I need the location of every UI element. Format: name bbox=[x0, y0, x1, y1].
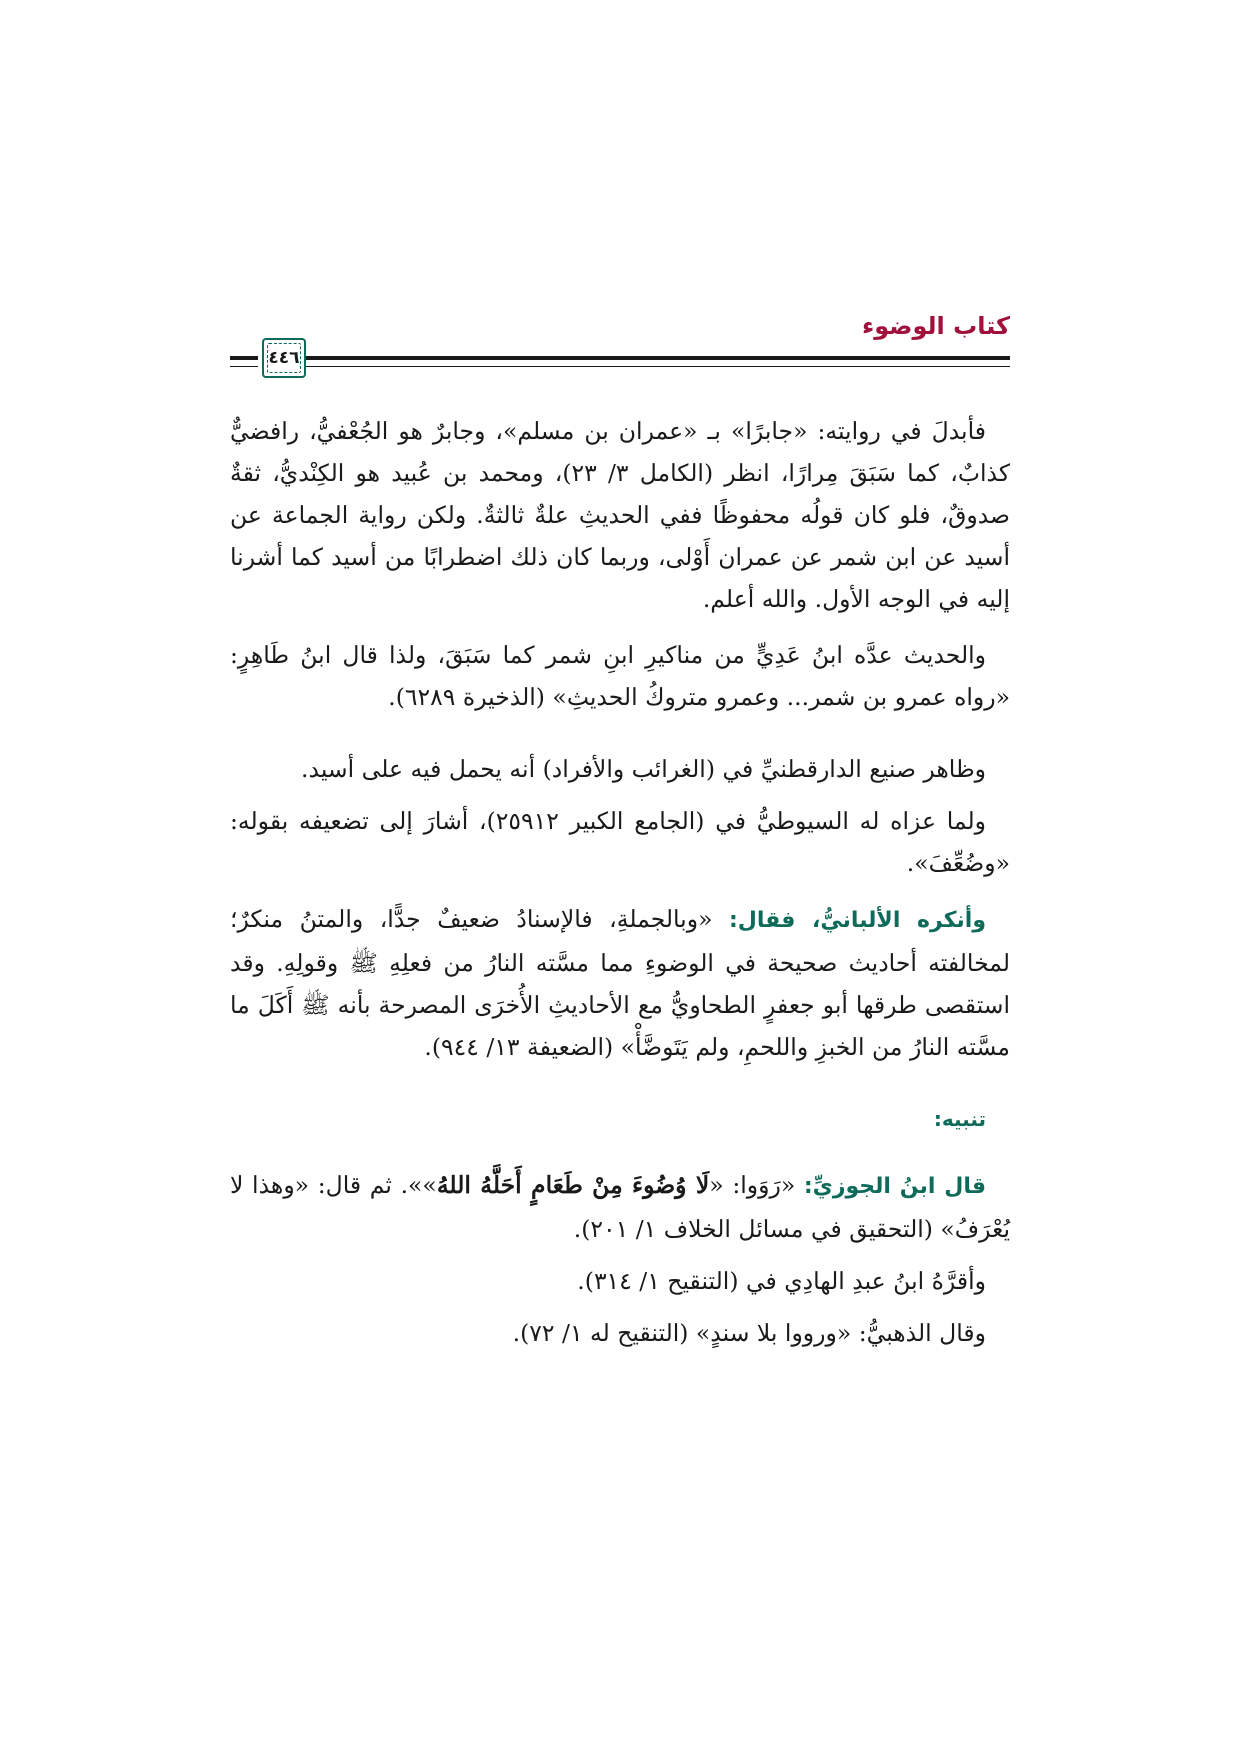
ibn-jawzi-quote-close: »». ثم قال: «وهذا لا يُعْرَفُ» (التحقيق في مسائل الخلاف ١/ ٢٠١). bbox=[230, 1171, 1010, 1243]
header-rule-left-thin bbox=[230, 366, 258, 367]
paragraph-2: والحديث عدَّه ابنُ عَدِيٍّ من مناكيرِ ابنِ شمر كما سَبَقَ، ولذا قال ابنُ طَاهِرٍ: «رواه عمرو بن شمر... وعمرو متروكُ الحديثِ» (الذخيرة ٦٢٨٩). bbox=[230, 641, 1010, 711]
page-header bbox=[230, 312, 1010, 390]
albani-lead: وأنكره الألبانيُّ، فقال: bbox=[728, 908, 986, 933]
header-rule-left-thick bbox=[230, 356, 258, 360]
paragraph-7: وأقرَّهُ ابنُ عبدِ الهادِي في (التنقيح ١/ ٣١٤). bbox=[577, 1267, 986, 1295]
note-heading: تنبيه: bbox=[933, 1107, 986, 1131]
page-body bbox=[230, 410, 1010, 1364]
hadith-text: لَا وُضُوءَ مِنْ طَعَامٍ أَحَلَّهُ اللهُ bbox=[436, 1171, 710, 1199]
paragraph-3: وظاهر صنيع الدارقطنيِّ في (الغرائب والأفراد) أنه يحمل فيه على أسيد. bbox=[301, 755, 986, 783]
header-rule-thin bbox=[280, 366, 1010, 367]
paragraph-8: وقال الذهبيُّ: «ورووا بلا سندٍ» (التنقيح له ١/ ٧٢). bbox=[512, 1319, 986, 1347]
ibn-jawzi-quote-open: «رَوَوا: « bbox=[709, 1171, 804, 1199]
albani-quote: «وبالجملةِ، فالإسنادُ ضعيفٌ جدًّا، والمتنُ منكرٌ؛ لمخالفته أحاديث صحيحة في الوضوءِ مما مسَّته النارُ من فعلِهِ ﷺ وقولِهِ. وقد استقصى طرقها أبو جعفرٍ الطحاويُّ مع الأحاديثِ الأُخرَى المصرحة بأنه ﷺ أَكَلَ ما مسَّته النارُ من الخبزِ واللحمِ، ولم يَتَوضَّأْ» (الضعيفة ١٣/ ٩٤٤). bbox=[230, 905, 1010, 1061]
header-rule-thick bbox=[280, 356, 1010, 360]
paragraph-1: فأبدلَ في روايته: «جابرًا» بـ «عمران بن مسلم»، وجابرٌ هو الجُعْفيُّ، رافضيٌّ كذابٌ، كما سَبَقَ مِرارًا، انظر (الكامل ٣/ ٢٣)، ومحمد بن عُبيد هو الكِنْديُّ، ثقةٌ صدوقٌ، فلو كان قولُه محفوظًا ففي الحديثِ علةٌ ثالثةٌ. ولكن رواية الجماعة عن أسيد عن ابن شمر عن عمران أَوْلى، وربما كان ذلك اضطرابًا من أسيد كما أشرنا إليه في الوجه الأول. والله أعلم. bbox=[230, 417, 1011, 613]
page-number: ٤٤٦ bbox=[268, 348, 300, 368]
chapter-title: كتاب الوضوء bbox=[861, 312, 1010, 340]
ibn-jawzi-lead: قال ابنُ الجوزيِّ: bbox=[803, 1174, 987, 1199]
paragraph-5 bbox=[230, 898, 1010, 1068]
paragraph-6 bbox=[230, 1164, 1010, 1250]
page-number-badge bbox=[262, 338, 306, 378]
paragraph-4: ولما عزاه له السيوطيُّ في (الجامع الكبير ٢٥٩١٢)، أشارَ إلى تضعيفه بقوله: «وضُعِّفَ». bbox=[230, 807, 1010, 877]
